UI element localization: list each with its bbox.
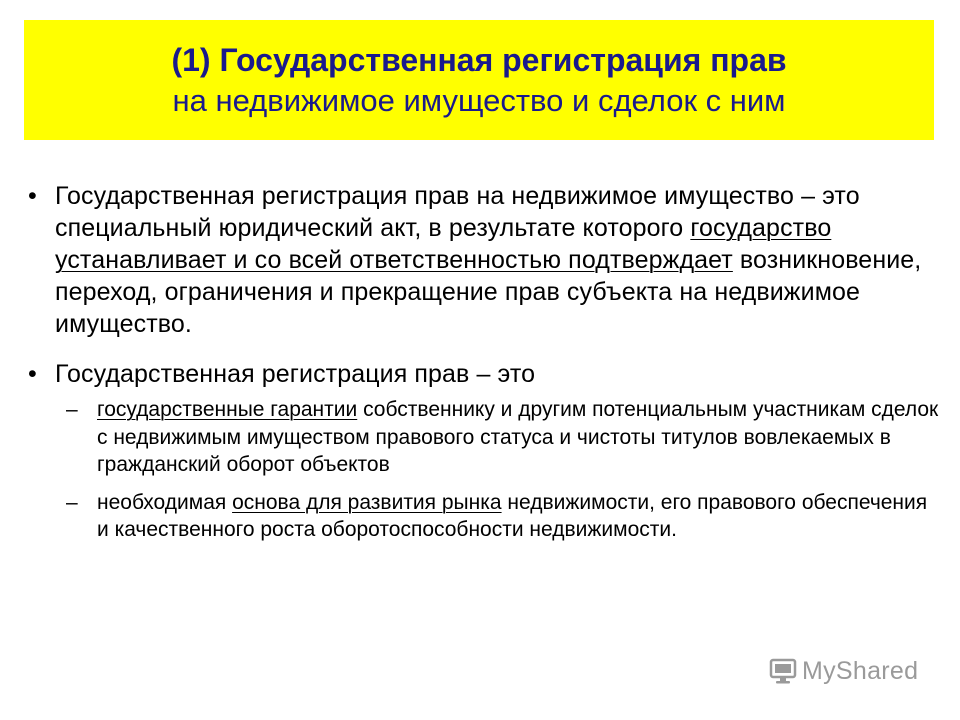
subitem-market-basis-text-start: необходимая bbox=[97, 490, 233, 514]
subitem-market-basis bbox=[66, 489, 940, 544]
title-banner bbox=[24, 20, 934, 140]
slide-content bbox=[28, 180, 940, 544]
bullet-marker: • bbox=[28, 360, 37, 388]
bullet-definition bbox=[28, 180, 940, 340]
subitem-market-basis-text-end: недвижимости, его правового обеспечения и качественного роста оборотоспособности недвижимости. bbox=[97, 490, 928, 541]
bullet-definition-text-end: возникновение, переход, ограничения и прекращение прав субъекта на недвижимое имущество. bbox=[55, 246, 922, 338]
slide-title-line2: на недвижимое имущество и сделок с ним bbox=[172, 83, 786, 118]
subitem-guarantees bbox=[66, 396, 940, 479]
bullet-definition-text-start: Государственная регистрация прав на недвижимое имущество – это специальный юридический акт, в результате которого bbox=[55, 182, 860, 242]
bullet-meaning-text: Государственная регистрация прав – это bbox=[55, 360, 536, 388]
subitem-guarantees-text: собственнику и другим потенциальным участникам сделок с недвижимым имуществом правового статуса и чистоты титулов вовлекаемых в гражданский оборот объектов bbox=[97, 398, 939, 476]
bullet-meaning bbox=[28, 358, 940, 390]
bullet-marker: • bbox=[28, 182, 37, 210]
dash-marker: – bbox=[66, 490, 78, 514]
subitem-guarantees-underlined: государственные гарантии bbox=[97, 398, 358, 421]
slide-title-line1: (1) Государственная регистрация прав bbox=[171, 42, 787, 78]
monitor-icon bbox=[768, 656, 798, 686]
bullet-definition-underlined: государство устанавливает и со всей ответственностью подтверждает bbox=[55, 214, 832, 274]
watermark-logo bbox=[768, 656, 918, 686]
watermark-text: MyShared bbox=[802, 656, 919, 685]
subitem-market-basis-underlined: основа для развития рынка bbox=[232, 490, 502, 514]
dash-marker: – bbox=[66, 398, 78, 421]
meaning-subitems bbox=[28, 396, 940, 544]
